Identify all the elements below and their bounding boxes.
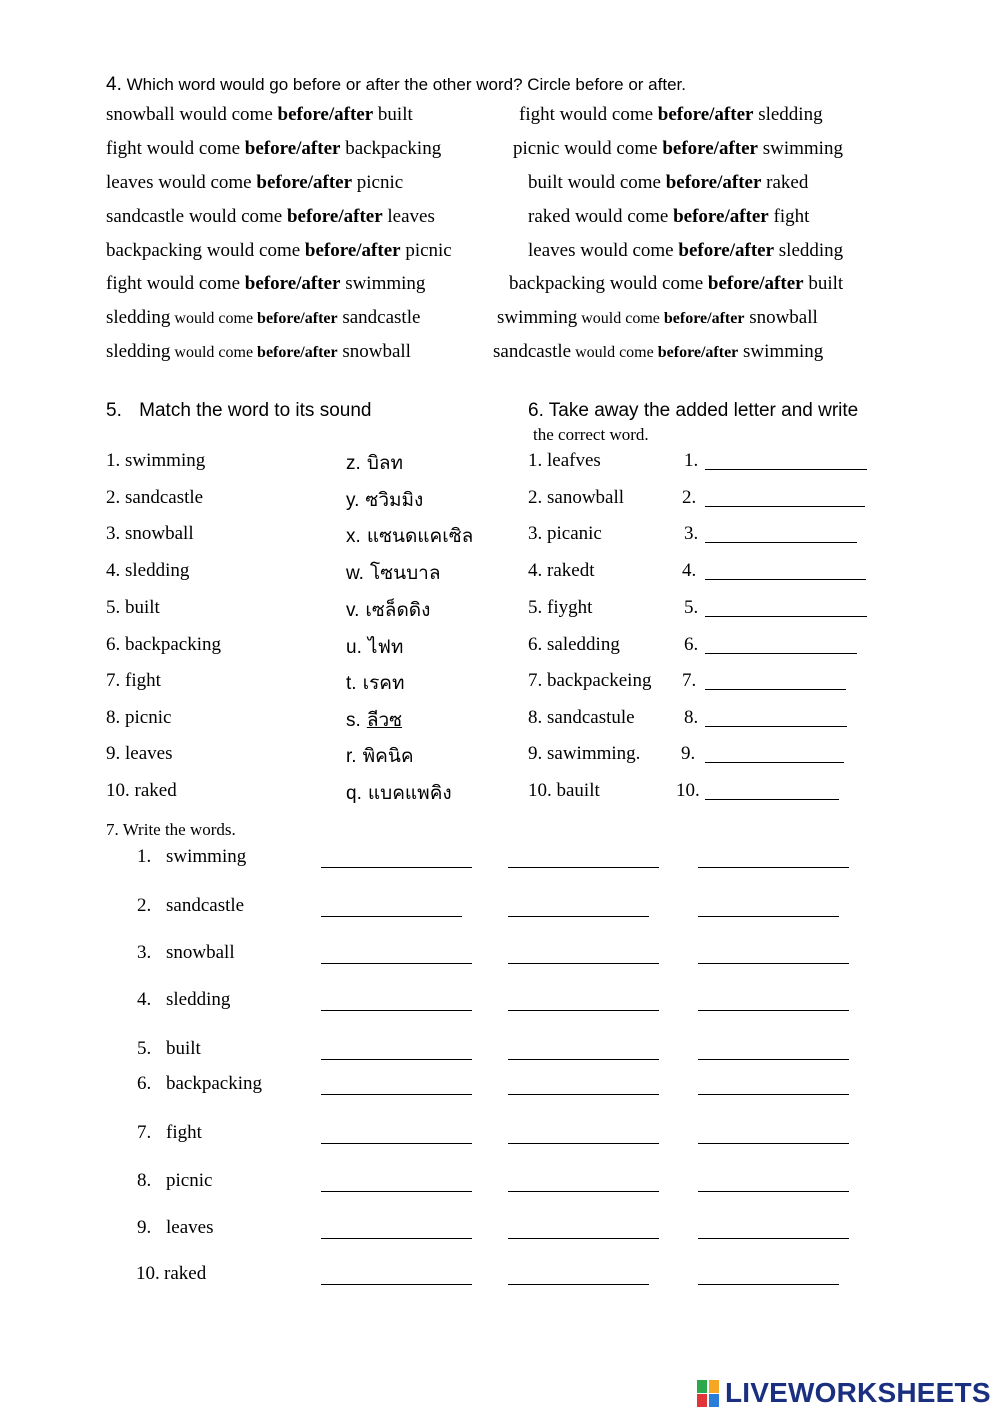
s7-item-word: backpacking (166, 1073, 263, 1094)
s6-misspelled-word: 8. sandcastule (528, 707, 635, 728)
s5-word-item: 8. picnic (106, 707, 172, 728)
section-4-heading (106, 74, 686, 96)
before-after-choice[interactable]: before/after (662, 138, 758, 159)
s4-left-sentence (106, 138, 441, 160)
s7-writing-line[interactable] (698, 1143, 849, 1144)
s5-word-item: 9. leaves (106, 743, 173, 764)
s4-would-come-text: backpacking would come (509, 273, 708, 294)
s7-item-number: 5. (137, 1038, 152, 1059)
s6-misspelled-word: 9. sawimming. (528, 743, 641, 764)
s7-writing-line[interactable] (508, 1059, 659, 1060)
s5-thai-sound: เซล็ดดิง (365, 599, 431, 621)
s6-answer-line[interactable] (705, 616, 867, 617)
s7-writing-line[interactable] (698, 1284, 839, 1285)
s4-object-word: raked (761, 172, 809, 193)
s4-right-sentence (519, 104, 823, 126)
s5-sound-letter: u. (346, 637, 362, 658)
s7-writing-line[interactable] (698, 1010, 849, 1011)
s7-writing-line[interactable] (698, 1059, 849, 1060)
section-4-instruction: Which word would go before or after the other word? Circle before or after. (126, 75, 686, 94)
s4-left-sentence (106, 273, 425, 295)
before-after-choice[interactable]: before/after (286, 206, 383, 227)
s5-word-item: 1. swimming (106, 450, 206, 471)
s6-answer-number: 6. (684, 634, 699, 655)
s4-object-word: swimming (738, 341, 824, 362)
s5-thai-sound: ลีวซ (366, 709, 403, 731)
s5-sound-item (346, 741, 414, 771)
section-5-number: 5. (106, 400, 122, 421)
s7-writing-line[interactable] (698, 1191, 849, 1192)
s6-answer-number: 10. (676, 780, 700, 801)
s4-subject-word: sandcastle (493, 341, 572, 362)
s4-would-come-text: picnic would come (513, 138, 663, 159)
s5-word-item: 2. sandcastle (106, 487, 204, 508)
before-after-choice[interactable]: before/after (257, 310, 338, 327)
s7-item-word: sledding (166, 989, 231, 1010)
s7-item-number: 7. (137, 1122, 152, 1143)
s5-sound-letter: w. (346, 563, 364, 584)
s5-sound-letter: x. (346, 526, 361, 547)
s5-sound-letter: t. (346, 673, 357, 694)
s4-left-sentence (106, 307, 420, 329)
s5-sound-item (346, 778, 452, 808)
s4-object-word: picnic (352, 172, 404, 193)
s4-would-come-text: fight would come (519, 104, 658, 125)
s4-subject-word: swimming (497, 307, 578, 328)
s7-item-number: 6. (137, 1073, 152, 1094)
s6-answer-number: 2. (682, 487, 697, 508)
s4-object-word: fight (768, 206, 810, 227)
s6-answer-line[interactable] (705, 469, 867, 470)
s7-writing-line[interactable] (698, 963, 849, 964)
s6-misspelled-word: 5. fiyght (528, 597, 593, 618)
s6-misspelled-word: 3. picanic (528, 523, 602, 544)
s4-would-come-text: built would come (528, 172, 666, 193)
s7-item-number: 2. (137, 895, 152, 916)
before-after-choice[interactable]: before/after (257, 344, 338, 361)
s5-thai-sound: เรคท (362, 672, 405, 694)
s5-sound-item (346, 668, 405, 698)
s4-object-word: swimming (757, 138, 843, 159)
s5-word-item: 5. built (106, 597, 160, 618)
s5-word-item: 10. raked (106, 780, 177, 801)
s4-right-sentence (509, 273, 843, 295)
section-7-title: 7. Write the words. (106, 820, 236, 839)
s7-item-number: 10. (136, 1263, 160, 1284)
s6-answer-line[interactable] (705, 726, 847, 727)
s7-writing-line[interactable] (321, 963, 472, 964)
s5-thai-sound: แบคแพคิง (367, 782, 452, 804)
s5-word-item: 3. snowball (106, 523, 194, 544)
s4-would-come-text: fight would come (106, 273, 245, 294)
section-5-title (106, 400, 371, 422)
s6-answer-line[interactable] (705, 542, 857, 543)
s5-sound-letter: q. (346, 783, 362, 804)
before-after-choice[interactable]: before/after (678, 240, 775, 261)
s4-object-word: sledding (774, 240, 844, 261)
logo-text: LIVEWORKSHEETS (725, 1377, 991, 1408)
s4-object-word: snowball (337, 341, 411, 362)
s5-sound-letter: z. (346, 453, 361, 474)
s6-answer-number: 3. (684, 523, 699, 544)
s6-answer-line[interactable] (705, 689, 846, 690)
before-after-choice[interactable]: before/after (657, 104, 754, 125)
s4-would-come-text: would come (577, 310, 664, 327)
s7-item-word: fight (166, 1122, 202, 1143)
s4-left-sentence (106, 104, 413, 126)
s4-object-word: swimming (340, 273, 426, 294)
s7-item-word: sandcastle (166, 895, 245, 916)
section-4-number: 4. (106, 74, 122, 95)
s4-object-word: built (803, 273, 844, 294)
s6-answer-line[interactable] (705, 506, 865, 507)
section-5-title-text: Match the word to its sound (139, 400, 372, 421)
s5-sound-item (346, 558, 440, 588)
s7-writing-line[interactable] (508, 1143, 659, 1144)
s5-sound-item (346, 448, 403, 478)
s7-writing-line[interactable] (508, 916, 649, 917)
s7-item-word: built (166, 1038, 201, 1059)
before-after-choice[interactable]: before/after (304, 240, 401, 261)
s4-would-come-text: would come (170, 344, 258, 361)
s7-item-word: picnic (166, 1170, 213, 1191)
section-6-title: 6. Take away the added letter and write (528, 400, 859, 421)
liveworksheets-logo (697, 1377, 991, 1409)
s4-object-word: backpacking (340, 138, 442, 159)
s5-thai-sound: พิคนิค (362, 745, 414, 767)
s6-misspelled-word: 2. sanowball (528, 487, 625, 508)
s5-sound-item (346, 632, 403, 662)
s6-misspelled-word: 1. leafves (528, 450, 601, 471)
s7-item-number: 3. (137, 942, 152, 963)
s6-answer-number: 1. (684, 450, 699, 471)
s7-writing-line[interactable] (321, 1143, 472, 1144)
s7-item-word: raked (164, 1263, 207, 1284)
s5-sound-item (346, 485, 423, 515)
s4-would-come-text: would come (170, 310, 258, 327)
s5-thai-sound: โซนบาล (370, 562, 441, 584)
s6-answer-number: 4. (682, 560, 697, 581)
s4-left-sentence (106, 341, 411, 363)
s5-word-item: 4. sledding (106, 560, 190, 581)
before-after-choice[interactable]: before/after (665, 172, 762, 193)
s4-would-come-text: snowball would come (106, 104, 278, 125)
s4-left-sentence (106, 206, 435, 228)
s4-right-sentence (493, 341, 823, 363)
s7-item-number: 1. (137, 846, 152, 867)
s6-misspelled-word: 6. saledding (528, 634, 620, 655)
s5-sound-letter: v. (346, 600, 360, 621)
s4-object-word: snowball (744, 307, 818, 328)
s4-object-word: picnic (400, 240, 452, 261)
before-after-choice[interactable]: before/after (663, 310, 745, 327)
s6-misspelled-word: 10. bauilt (528, 780, 600, 801)
s5-sound-item (346, 595, 430, 625)
s7-writing-line[interactable] (508, 1010, 659, 1011)
s4-right-sentence (513, 138, 843, 160)
s4-subject-word: sledding (106, 307, 171, 328)
s7-writing-line[interactable] (698, 916, 839, 917)
s4-would-come-text: would come (571, 344, 658, 361)
before-after-choice[interactable]: before/after (256, 172, 353, 193)
s6-answer-number: 9. (681, 743, 696, 764)
s5-sound-item (346, 521, 473, 551)
s6-answer-number: 7. (682, 670, 697, 691)
before-after-choice[interactable]: before/after (244, 138, 341, 159)
s4-object-word: leaves (382, 206, 435, 227)
s7-writing-line[interactable] (508, 1191, 659, 1192)
s7-writing-line[interactable] (321, 1059, 472, 1060)
s7-writing-line[interactable] (508, 1284, 649, 1285)
s6-answer-number: 5. (684, 597, 699, 618)
s4-would-come-text: backpacking would come (106, 240, 305, 261)
s7-writing-line[interactable] (321, 1191, 472, 1192)
s4-would-come-text: leaves would come (528, 240, 679, 261)
s7-writing-line[interactable] (321, 1284, 472, 1285)
s7-item-number: 9. (137, 1217, 152, 1238)
s5-thai-sound: แซนดแคเซิล (366, 525, 474, 547)
s7-writing-line[interactable] (321, 1094, 472, 1095)
before-after-choice[interactable]: before/after (657, 344, 739, 361)
s7-writing-line[interactable] (321, 916, 462, 917)
s7-writing-line[interactable] (508, 963, 659, 964)
s7-item-word: leaves (166, 1217, 214, 1238)
s7-writing-line[interactable] (508, 867, 659, 868)
s5-sound-item (346, 705, 402, 735)
s7-writing-line[interactable] (321, 1010, 472, 1011)
before-after-choice[interactable]: before/after (707, 273, 804, 294)
before-after-choice[interactable]: before/after (277, 104, 374, 125)
s6-answer-line[interactable] (705, 653, 857, 654)
s5-thai-sound: บิลท (366, 452, 404, 474)
s6-answer-line[interactable] (705, 579, 866, 580)
s4-left-sentence (106, 172, 403, 194)
s7-writing-line[interactable] (698, 867, 849, 868)
s6-answer-line[interactable] (705, 762, 844, 763)
s4-would-come-text: raked would come (528, 206, 674, 227)
s7-writing-line[interactable] (321, 867, 472, 868)
before-after-choice[interactable]: before/after (244, 273, 341, 294)
s4-would-come-text: fight would come (106, 138, 245, 159)
s7-item-word: swimming (166, 846, 247, 867)
s6-answer-number: 8. (684, 707, 699, 728)
s5-word-item: 7. fight (106, 670, 161, 691)
s7-writing-line[interactable] (321, 1238, 472, 1239)
s4-would-come-text: leaves would come (106, 172, 257, 193)
s4-object-word: built (373, 104, 413, 125)
s7-writing-line[interactable] (508, 1094, 659, 1095)
s4-right-sentence (497, 307, 818, 329)
s4-right-sentence (528, 172, 808, 194)
s7-item-number: 4. (137, 989, 152, 1010)
s5-thai-sound: ไฟท (367, 636, 404, 658)
s6-misspelled-word: 4. rakedt (528, 560, 595, 581)
s4-would-come-text: sandcastle would come (106, 206, 287, 227)
s5-sound-letter: r. (346, 746, 357, 767)
s5-sound-letter: s. (346, 710, 361, 731)
s7-writing-line[interactable] (698, 1094, 849, 1095)
logo-mark-icon (697, 1378, 721, 1408)
s4-object-word: sledding (753, 104, 823, 125)
section-6-subtitle: the correct word. (533, 425, 649, 444)
s7-writing-line[interactable] (508, 1238, 659, 1239)
s4-object-word: sandcastle (337, 307, 421, 328)
s7-item-word: snowball (166, 942, 235, 963)
s4-right-sentence (528, 206, 809, 228)
s7-item-number: 8. (137, 1170, 152, 1191)
s5-sound-letter: y. (346, 490, 360, 511)
before-after-choice[interactable]: before/after (673, 206, 769, 227)
s4-right-sentence (528, 240, 843, 262)
s4-subject-word: sledding (106, 341, 171, 362)
s4-left-sentence (106, 240, 452, 262)
s6-answer-line[interactable] (705, 799, 839, 800)
s7-writing-line[interactable] (698, 1238, 849, 1239)
s5-word-item: 6. backpacking (106, 634, 222, 655)
s5-thai-sound: ซวิมมิง (365, 489, 424, 511)
s6-misspelled-word: 7. backpackeing (528, 670, 652, 691)
